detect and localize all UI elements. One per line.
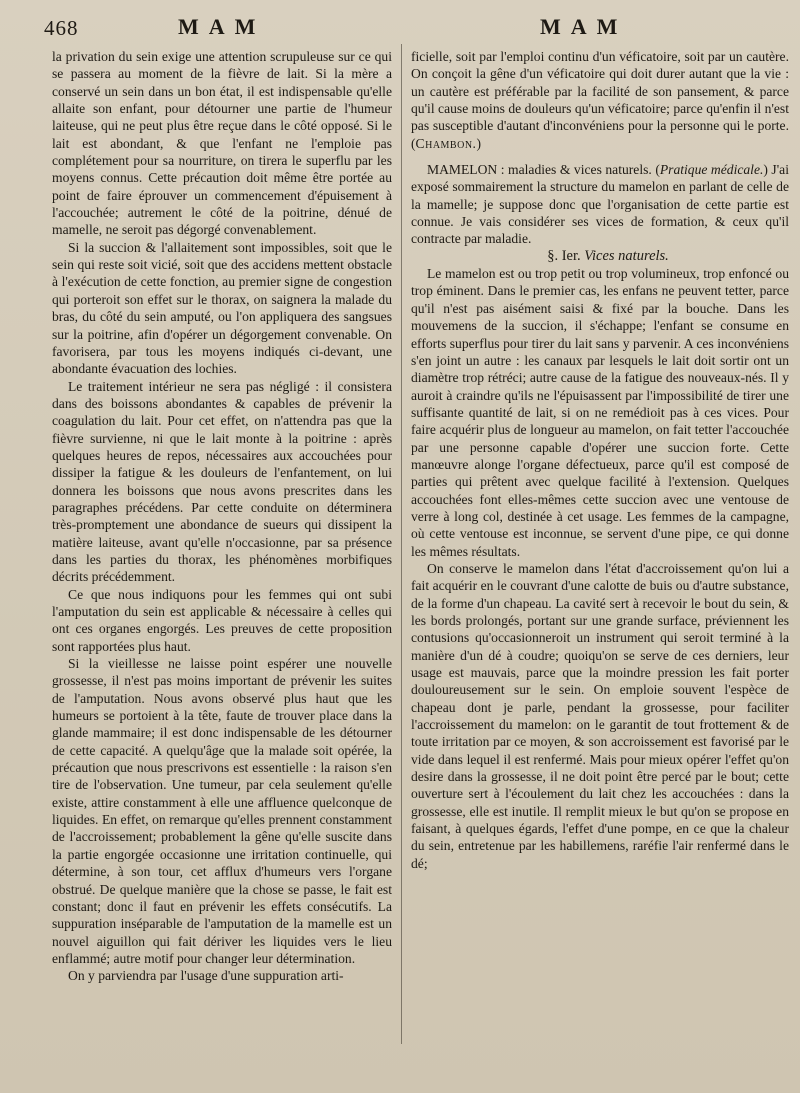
paragraph-text: ficielle, soit par l'emploi continu d'un véficatoire, soit par un cautère. On conçoit la gêne d'un véficatoire qui doit durer autant que la vie : un cautère est préférable par la facilité de son pansement, & parce qu'il cause moins de douleurs qu'un véficatoire; parce qu'enfin il n'est pas susceptible d'autant d'inconvéniens pour la personne qui le porte. (	[411, 49, 789, 151]
paragraph-text: )	[476, 135, 481, 151]
left-column	[52, 48, 392, 1058]
column-divider	[401, 44, 402, 1044]
paragraph: On conserve le mamelon dans l'état d'accroissement qu'on lui a fait acquérir en le couvrant d'une calotte de buis ou d'autre substance, de la forme d'un chapeau. La cavité sert à recevoir le bout du sein, & les bords prolongés, portant sur une grande surface, préviennent les contusions qu'occasionneroit un instrument qui seroit terminé à la manière d'un dé à coudre; quoiqu'on se serve de ces derniers, leur usage est mauvais, parce que la moindre pression les fait porter douloureusement sur le sein. On emploie souvent l'espèce de chapeau dont je parle, pendant la grossesse, pour faciliter l'accroissement du mamelon: on le garantit de tout frottement & de toute irritation par ce moyen, & son accroissement est favorisé par le vide dans lequel il est renfermé. Mais pour mieux opérer l'effet qu'on desire dans la grossesse, il ne doit point être percé par le bout; cette ouverture sert à l'écoulement du lait chez les accouchées : dans la grossesse, elle est inutile. Il remplit mieux le but qu'on se propose en faisant, à quelques égards, l'effet d'une pompe, en ce que la chaleur du sein, entretenue par les habillemens, raréfie l'air renfermé dans le dé;	[411, 560, 789, 871]
author-signature: Chambon.	[415, 135, 477, 151]
page-header	[44, 12, 782, 46]
right-column	[411, 48, 789, 1058]
paragraph: la privation du sein exige une attention scrupuleuse sur ce qui se passera au moment de la fièvre de lait. Si la mère a conservé un sein dans un bon état, il est indispensable qu'elle allaite son enfant, pour détourner une partie de l'humeur laiteuse, qui ne peut plus être reçue dans le côté opposé. Si le lait est abondant, & que l'enfant ne l'emploie pas complétement pour sa nourriture, on tirera le superflu par les moyens connus. Cette précaution doit même être portée au point de faire éprouver un commencement d'épuisement à l'accouchée; autrement le côté de la poitrine, dénué de mamelle, ne seroit pas dégorgé convenablement.	[52, 49, 392, 238]
paragraph: On y parviendra par l'usage d'une suppuration arti-	[68, 968, 344, 984]
paragraph: Le mamelon est ou trop petit ou trop volumineux, trop enfoncé ou trop éminent. Dans le premier cas, les enfans ne peuvent tetter, parce qu'il n'est pas aisément saisi & fixé par la bouche. Dans les mouvemens de la succion, il s'échappe; l'enfant se consume en efforts superflus pour tirer du lait sans y parvenir. A ces inconvéniens s'en joint un autre : les canaux par lesquels le lait doit sortir ont un diamètre trop rétréci; autre cause de la fatigue des nouveaux-nés. Il y auroit à craindre qu'ils ne l'épuisassent par l'impossibilité de tirer une suffisante quantité de lait, si on ne remédioit pas à ces vices. Pour faire acquérir plus de longueur au mamelon, on fait tetter l'accouchée par une personne capable d'opérer une succion forte. Cette manœuvre alonge l'organe défectueux, parce qu'il est composé de parties qui prêtent avec quelque facilité à l'extension. Quelques accouchées font elles-mêmes cette succion avec une ventouse de verre à long col, destinée à cet usage. Les femmes de la campagne, où cette ventouse est inconnue, se servent d'une pipe, ce qui donne les mêmes résultats.	[411, 266, 789, 559]
section-title: Vices naturels.	[584, 247, 669, 264]
section-heading	[411, 248, 789, 265]
page-number: 468	[44, 16, 79, 40]
paragraph-continued	[411, 48, 789, 152]
running-head-right: MAM	[540, 14, 628, 39]
section-number: §. Ier.	[547, 247, 581, 264]
entry-mamelon	[411, 161, 789, 248]
paragraph: Si la vieillesse ne laisse point espérer une nouvelle grossesse, il n'est pas moins important de prévenir les suites de l'amputation. Nous avons observé plus haut que les humeurs se portoient à la tête, faute de trouver place dans la glande mammaire; il est donc indispensable de les détourner de cette capacité. A quelqu'âge que la malade soit opérée, la précaution que nous prescrivons est essentielle : la raison s'en tire de l'observation. Une tumeur, par cela seulement qu'elle existe, attire constamment à elle une affluence quelconque de liquides. En effet, on remarque qu'elles prennent constamment de l'accroissement; probablement la gêne qu'elle suscite dans la partie engorgée occasionne une irritation continuelle, qui détermine, à son tour, cet afflux d'humeurs vers l'organe obstrué. De quelque manière que la chose se passe, le fait est constant; donc il faut en prévenir les effets consécutifs. La suppuration inséparable de l'amputation de la mamelle est un nouvel aiguillon qui fait dériver les liquides vers le lieu enflammé; autre motif pour changer leur détermination.	[52, 656, 392, 966]
paragraph: Si la succion & l'allaitement sont impossibles, soit que le sein qui reste soit vicié, soit que des accidens mettent obstacle à l'exécution de cette fonction, au premier signe de congestion qui porteroit son effet sur le thorax, on saignera la malade du bras, du côté du sein amputé, ou l'on appliquera des sangsues sur la poitrine, afin d'opérer un dégorgement convenable. On favorisera, par tous les moyens indiqués ci-devant, une abondante évacuation des lochies.	[52, 239, 392, 377]
entry-title: MAMELON : maladies & vices naturels. (	[427, 162, 660, 178]
paragraph: Ce que nous indiquons pour les femmes qui ont subi l'amputation du sein est applicable & nécessaire à celles qui ont ces organes engorgés. Les preuves de cette proposition sont rapportées plus haut.	[52, 586, 392, 654]
running-head-left: MAM	[178, 14, 266, 39]
paragraph: Le traitement intérieur ne sera pas négligé : il consistera dans des boissons abondantes & capables de prévenir la coagulation du lait. Pour cet effet, on n'attendra pas que la fièvre survienne, ni que le lait monte à la poitrine : après quelques heures de repos, nécessaires aux accouchées pour dissiper la fatigue & les douleurs de l'enfantement, on lui donnera les boissons que nous avons prescrites dans les paragraphes précédens. Par cette conduite on déterminera très-promptement une abondance de sueurs qui dissipent la matière laiteuse, avant qu'elle n'occasionne, par sa présence dans les parties du thorax, les phénomènes morbifiques décrits précédemment.	[52, 378, 392, 585]
entry-text: ) J'ai exposé sommairement la structure du mamelon en parlant de celle de la mamelle; je suppose donc que l'organisation de cette partie est connue. Je vais considérer ses vices de formation, & ceux qu'il contracte par maladie.	[411, 162, 789, 247]
entry-category: Pratique médicale.	[659, 162, 764, 178]
